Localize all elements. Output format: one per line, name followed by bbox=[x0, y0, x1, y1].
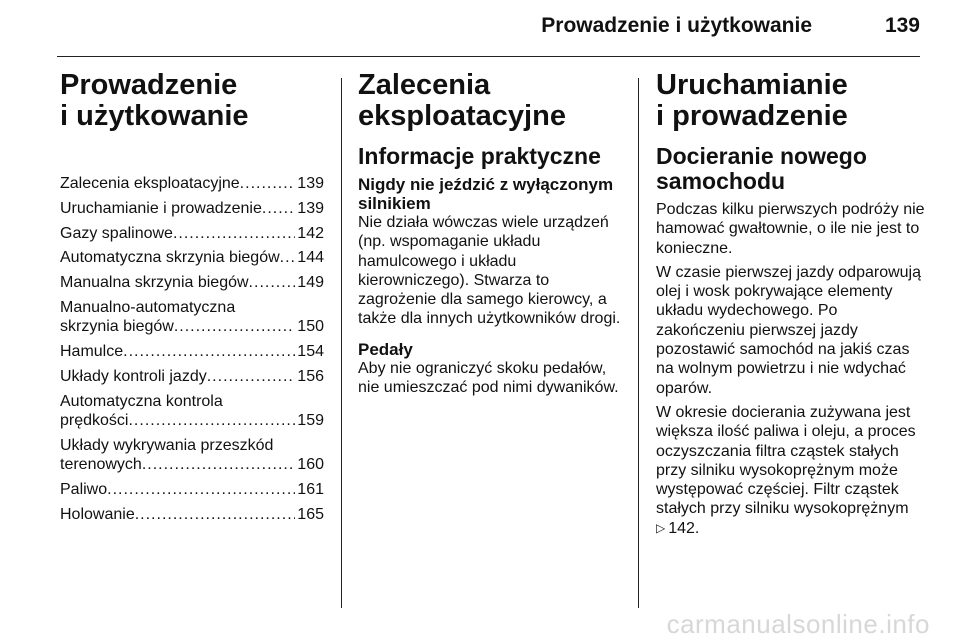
subsection-title: Informacje praktyczne bbox=[358, 143, 601, 169]
toc-entry-text: Gazy spalinowe bbox=[60, 224, 173, 242]
toc-page-number: 142 bbox=[297, 224, 324, 242]
toc-page-number: 150 bbox=[297, 318, 324, 336]
body-text: Aby nie ograniczyć skoku pedałów, nie umieszczać pod nimi dywaników. bbox=[358, 359, 619, 397]
toc-entry[interactable] bbox=[60, 392, 324, 431]
column-divider bbox=[638, 78, 639, 608]
running-title: Prowadzenie i użytkowanie bbox=[541, 14, 812, 37]
toc-leader-dots bbox=[240, 174, 296, 193]
toc-entry[interactable] bbox=[60, 342, 324, 361]
toc-leader-dots bbox=[135, 505, 296, 524]
toc-entry-text: Automatyczna kontrola bbox=[60, 392, 223, 410]
toc-entry[interactable] bbox=[60, 367, 324, 386]
toc-entry-text: Układy wykrywania przeszkód bbox=[60, 436, 274, 454]
toc-page-number: 149 bbox=[297, 274, 324, 292]
section-zalecenia bbox=[358, 70, 624, 402]
topic-title: Pedały bbox=[358, 339, 413, 359]
body-text: W okresie docierania zużywana jest większa ilość paliwa i oleju, a proces oczyszczania filtra cząstek stałych przy silniku wysokoprężnym może występować częściej. Filtr cząstek stałych przy silniku wysokoprężnym ▷ 142. bbox=[656, 403, 916, 537]
toc-entry-text: Manualno-automatyczna bbox=[60, 298, 236, 316]
body-text: Podczas kilku pierwszych podróży nie hamować gwałtownie, o ile nie jest to konieczne. bbox=[656, 201, 925, 257]
toc-entry[interactable] bbox=[60, 248, 324, 267]
toc-entry-text: terenowych bbox=[60, 456, 142, 474]
toc-page-number: 144 bbox=[297, 249, 324, 267]
toc-entry[interactable] bbox=[60, 273, 324, 292]
toc-leader-dots bbox=[107, 480, 295, 499]
watermark: carmanualsonline.info bbox=[666, 609, 930, 639]
toc-entry-text: Układy kontroli jazdy bbox=[60, 367, 207, 385]
chapter-title: Prowadzenie i użytkowanie bbox=[60, 69, 249, 132]
page-reference: 142. bbox=[668, 519, 700, 537]
toc-entry[interactable] bbox=[60, 505, 324, 524]
toc-entry-text: skrzynia biegów bbox=[60, 318, 174, 336]
section-title: Zalecenia eksploatacyjne bbox=[358, 69, 566, 132]
toc-entry[interactable] bbox=[60, 224, 324, 243]
toc-page-number: 156 bbox=[297, 367, 324, 385]
toc-page-number: 160 bbox=[297, 456, 324, 474]
toc-page-number: 165 bbox=[297, 505, 324, 523]
toc-leader-dots bbox=[128, 411, 295, 430]
toc-entry[interactable] bbox=[60, 480, 324, 499]
section-uruchamianie bbox=[656, 70, 928, 543]
toc-entry-text: prędkości bbox=[60, 411, 129, 429]
toc-entry-text: Manualna skrzynia biegów bbox=[60, 274, 249, 292]
toc-column bbox=[60, 70, 324, 529]
topic-title: Nigdy nie jeździć z wyłączonym silnikiem bbox=[358, 175, 614, 213]
toc-leader-dots bbox=[174, 317, 295, 336]
toc-leader-dots bbox=[207, 367, 296, 386]
body-text: Nie działa wówczas wiele urządzeń (np. wspomaganie układu hamulcowego i układu kierowniczego). Stwarza to zagrożenie dla samego kierowcy, a także dla innych użytkowników drogi. bbox=[358, 214, 621, 328]
toc-leader-dots bbox=[123, 342, 295, 361]
toc-entry-text: Automatyczna skrzynia biegów bbox=[60, 249, 280, 267]
subsection-title: Docieranie nowego samochodu bbox=[656, 143, 867, 194]
toc-leader-dots bbox=[173, 224, 295, 243]
column-divider bbox=[341, 78, 342, 608]
toc-leader-dots bbox=[262, 199, 295, 218]
page-number: 139 bbox=[884, 14, 920, 37]
table-of-contents bbox=[60, 174, 324, 524]
toc-entry-text: Hamulce bbox=[60, 343, 124, 361]
toc-entry[interactable] bbox=[60, 436, 324, 475]
header-divider bbox=[57, 56, 920, 57]
toc-entry-text: Zalecenia eksploatacyjne bbox=[60, 175, 240, 192]
toc-entry[interactable] bbox=[60, 199, 324, 218]
toc-leader-dots bbox=[280, 248, 296, 267]
toc-entry[interactable] bbox=[60, 174, 324, 193]
body-text: W czasie pierwszej jazdy odparowują olej i wosk pokrywające elementy układu wydechowego. Po zakończeniu pierwszej jazdy pozostawić samochód na jakiś czas na wolnym powietrzu i nie wdychać oparów. bbox=[656, 263, 921, 397]
toc-page-number: 139 bbox=[297, 199, 324, 217]
section-title: Uruchamianie i prowadzenie bbox=[656, 69, 848, 132]
page-header bbox=[0, 0, 960, 60]
toc-entry[interactable] bbox=[60, 298, 324, 337]
toc-leader-dots bbox=[249, 273, 296, 292]
toc-page-number: 154 bbox=[297, 343, 324, 361]
toc-page-number: 159 bbox=[297, 411, 324, 429]
toc-entry-text: Uruchamianie i prowadzenie bbox=[60, 199, 262, 217]
toc-page-number: 139 bbox=[297, 175, 324, 192]
toc-leader-dots bbox=[142, 455, 295, 474]
toc-page-number: 161 bbox=[297, 480, 324, 498]
arrow-reference-icon: ▷ bbox=[656, 520, 666, 535]
toc-entry-text: Holowanie bbox=[60, 505, 135, 523]
toc-entry-text: Paliwo bbox=[60, 480, 108, 498]
